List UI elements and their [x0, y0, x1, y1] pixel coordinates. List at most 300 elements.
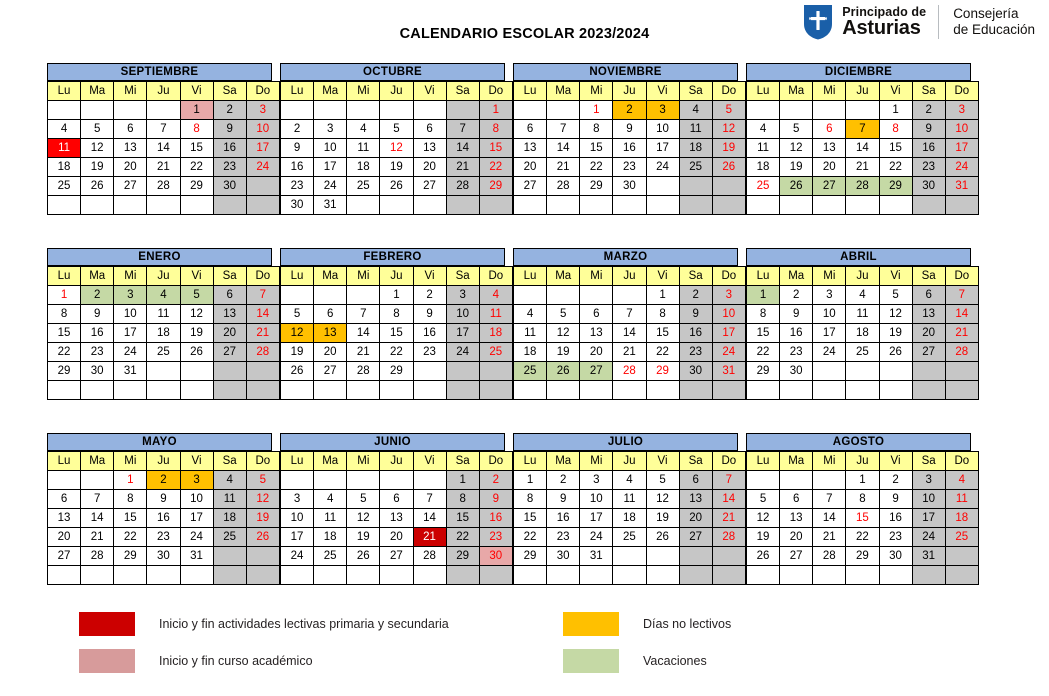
day-cell[interactable]: 8: [446, 490, 479, 509]
day-cell[interactable]: 7: [846, 120, 879, 139]
day-cell[interactable]: 19: [712, 139, 745, 158]
day-cell[interactable]: 29: [380, 362, 413, 381]
day-cell[interactable]: 3: [180, 471, 213, 490]
day-cell[interactable]: 24: [114, 343, 147, 362]
day-cell[interactable]: 9: [679, 305, 712, 324]
day-cell[interactable]: 3: [712, 286, 745, 305]
day-cell[interactable]: 2: [679, 286, 712, 305]
day-cell[interactable]: 1: [380, 286, 413, 305]
day-cell[interactable]: 22: [879, 158, 912, 177]
day-cell[interactable]: 22: [180, 158, 213, 177]
day-cell[interactable]: 24: [646, 158, 679, 177]
day-cell[interactable]: 16: [780, 324, 813, 343]
day-cell[interactable]: 23: [81, 343, 114, 362]
day-cell[interactable]: 2: [413, 286, 446, 305]
day-cell[interactable]: 6: [780, 490, 813, 509]
day-cell[interactable]: 16: [479, 509, 512, 528]
day-cell[interactable]: 23: [213, 158, 246, 177]
day-cell[interactable]: 27: [380, 547, 413, 566]
day-cell[interactable]: 6: [114, 120, 147, 139]
day-cell[interactable]: 1: [646, 286, 679, 305]
day-cell[interactable]: 21: [547, 158, 580, 177]
day-cell[interactable]: 18: [945, 509, 978, 528]
day-cell[interactable]: 1: [446, 471, 479, 490]
day-cell[interactable]: 20: [48, 528, 81, 547]
day-cell[interactable]: 10: [114, 305, 147, 324]
day-cell[interactable]: 2: [147, 471, 180, 490]
day-cell[interactable]: 4: [314, 490, 347, 509]
day-cell[interactable]: 28: [613, 362, 646, 381]
day-cell[interactable]: 25: [846, 343, 879, 362]
day-cell[interactable]: 30: [479, 547, 512, 566]
day-cell[interactable]: 6: [413, 120, 446, 139]
day-cell[interactable]: 15: [180, 139, 213, 158]
day-cell[interactable]: 3: [912, 471, 945, 490]
day-cell[interactable]: 8: [514, 490, 547, 509]
day-cell[interactable]: 16: [147, 509, 180, 528]
day-cell[interactable]: 27: [314, 362, 347, 381]
day-cell[interactable]: 1: [879, 101, 912, 120]
day-cell[interactable]: 2: [613, 101, 646, 120]
day-cell[interactable]: 20: [679, 509, 712, 528]
day-cell[interactable]: 27: [413, 177, 446, 196]
day-cell[interactable]: 13: [514, 139, 547, 158]
day-cell[interactable]: 8: [747, 305, 780, 324]
day-cell[interactable]: 31: [945, 177, 978, 196]
day-cell[interactable]: 4: [347, 120, 380, 139]
day-cell[interactable]: 17: [314, 158, 347, 177]
day-cell[interactable]: 15: [479, 139, 512, 158]
day-cell[interactable]: 17: [646, 139, 679, 158]
day-cell[interactable]: 15: [114, 509, 147, 528]
day-cell[interactable]: 18: [747, 158, 780, 177]
day-cell[interactable]: 19: [180, 324, 213, 343]
day-cell[interactable]: 5: [81, 120, 114, 139]
day-cell[interactable]: 11: [846, 305, 879, 324]
day-cell[interactable]: 25: [347, 177, 380, 196]
day-cell[interactable]: 19: [246, 509, 279, 528]
day-cell[interactable]: 14: [147, 139, 180, 158]
day-cell[interactable]: 6: [679, 471, 712, 490]
day-cell[interactable]: 5: [246, 471, 279, 490]
day-cell[interactable]: 21: [613, 343, 646, 362]
day-cell[interactable]: 2: [879, 471, 912, 490]
day-cell[interactable]: 11: [945, 490, 978, 509]
day-cell[interactable]: 25: [945, 528, 978, 547]
day-cell[interactable]: 23: [879, 528, 912, 547]
day-cell[interactable]: 15: [48, 324, 81, 343]
day-cell[interactable]: 27: [580, 362, 613, 381]
day-cell[interactable]: 26: [879, 343, 912, 362]
day-cell[interactable]: 16: [281, 158, 314, 177]
day-cell[interactable]: 18: [213, 509, 246, 528]
day-cell[interactable]: 30: [613, 177, 646, 196]
day-cell[interactable]: 29: [580, 177, 613, 196]
day-cell[interactable]: 17: [114, 324, 147, 343]
day-cell[interactable]: 31: [912, 547, 945, 566]
day-cell[interactable]: 6: [380, 490, 413, 509]
day-cell[interactable]: 6: [514, 120, 547, 139]
day-cell[interactable]: 22: [479, 158, 512, 177]
day-cell[interactable]: 25: [479, 343, 512, 362]
day-cell[interactable]: 21: [446, 158, 479, 177]
day-cell[interactable]: 15: [580, 139, 613, 158]
day-cell[interactable]: 23: [912, 158, 945, 177]
day-cell[interactable]: 21: [413, 528, 446, 547]
day-cell[interactable]: 23: [679, 343, 712, 362]
day-cell[interactable]: 19: [547, 343, 580, 362]
day-cell[interactable]: 17: [180, 509, 213, 528]
day-cell[interactable]: 8: [180, 120, 213, 139]
day-cell[interactable]: 15: [747, 324, 780, 343]
day-cell[interactable]: 22: [114, 528, 147, 547]
day-cell[interactable]: 6: [813, 120, 846, 139]
day-cell[interactable]: 5: [180, 286, 213, 305]
day-cell[interactable]: 4: [613, 471, 646, 490]
day-cell[interactable]: 22: [846, 528, 879, 547]
day-cell[interactable]: 10: [912, 490, 945, 509]
day-cell[interactable]: 15: [846, 509, 879, 528]
day-cell[interactable]: 11: [514, 324, 547, 343]
day-cell[interactable]: 3: [246, 101, 279, 120]
day-cell[interactable]: 12: [246, 490, 279, 509]
day-cell[interactable]: 25: [679, 158, 712, 177]
day-cell[interactable]: 29: [180, 177, 213, 196]
day-cell[interactable]: 6: [213, 286, 246, 305]
day-cell[interactable]: 4: [479, 286, 512, 305]
day-cell[interactable]: 23: [547, 528, 580, 547]
day-cell[interactable]: 21: [147, 158, 180, 177]
day-cell[interactable]: 20: [780, 528, 813, 547]
day-cell[interactable]: 10: [712, 305, 745, 324]
day-cell[interactable]: 24: [712, 343, 745, 362]
day-cell[interactable]: 31: [712, 362, 745, 381]
day-cell[interactable]: 27: [679, 528, 712, 547]
day-cell[interactable]: 19: [281, 343, 314, 362]
day-cell[interactable]: 31: [114, 362, 147, 381]
day-cell[interactable]: 8: [646, 305, 679, 324]
day-cell[interactable]: 10: [446, 305, 479, 324]
day-cell[interactable]: 15: [380, 324, 413, 343]
day-cell[interactable]: 8: [114, 490, 147, 509]
day-cell[interactable]: 6: [314, 305, 347, 324]
day-cell[interactable]: 13: [314, 324, 347, 343]
day-cell[interactable]: 12: [879, 305, 912, 324]
day-cell[interactable]: 18: [479, 324, 512, 343]
day-cell[interactable]: 23: [479, 528, 512, 547]
day-cell[interactable]: 3: [580, 471, 613, 490]
day-cell[interactable]: 4: [846, 286, 879, 305]
day-cell[interactable]: 6: [580, 305, 613, 324]
day-cell[interactable]: 10: [813, 305, 846, 324]
day-cell[interactable]: 18: [347, 158, 380, 177]
day-cell[interactable]: 13: [213, 305, 246, 324]
day-cell[interactable]: 2: [281, 120, 314, 139]
day-cell[interactable]: 29: [479, 177, 512, 196]
day-cell[interactable]: 28: [945, 343, 978, 362]
day-cell[interactable]: 23: [413, 343, 446, 362]
day-cell[interactable]: 26: [81, 177, 114, 196]
day-cell[interactable]: 20: [580, 343, 613, 362]
day-cell[interactable]: 5: [879, 286, 912, 305]
day-cell[interactable]: 14: [547, 139, 580, 158]
day-cell[interactable]: 23: [281, 177, 314, 196]
day-cell[interactable]: 26: [180, 343, 213, 362]
day-cell[interactable]: 31: [180, 547, 213, 566]
day-cell[interactable]: 16: [679, 324, 712, 343]
day-cell[interactable]: 4: [747, 120, 780, 139]
day-cell[interactable]: 26: [547, 362, 580, 381]
day-cell[interactable]: 27: [514, 177, 547, 196]
day-cell[interactable]: 3: [813, 286, 846, 305]
day-cell[interactable]: 11: [213, 490, 246, 509]
day-cell[interactable]: 10: [246, 120, 279, 139]
day-cell[interactable]: 2: [547, 471, 580, 490]
day-cell[interactable]: 17: [945, 139, 978, 158]
day-cell[interactable]: 7: [712, 471, 745, 490]
day-cell[interactable]: 14: [246, 305, 279, 324]
day-cell[interactable]: 13: [48, 509, 81, 528]
day-cell[interactable]: 7: [147, 120, 180, 139]
day-cell[interactable]: 13: [912, 305, 945, 324]
day-cell[interactable]: 17: [446, 324, 479, 343]
day-cell[interactable]: 18: [846, 324, 879, 343]
day-cell[interactable]: 17: [912, 509, 945, 528]
day-cell[interactable]: 30: [547, 547, 580, 566]
day-cell[interactable]: 18: [48, 158, 81, 177]
day-cell[interactable]: 16: [413, 324, 446, 343]
day-cell[interactable]: 7: [813, 490, 846, 509]
day-cell[interactable]: 27: [213, 343, 246, 362]
day-cell[interactable]: 28: [246, 343, 279, 362]
day-cell[interactable]: 12: [712, 120, 745, 139]
day-cell[interactable]: 1: [747, 286, 780, 305]
day-cell[interactable]: 9: [613, 120, 646, 139]
day-cell[interactable]: 12: [180, 305, 213, 324]
day-cell[interactable]: 13: [413, 139, 446, 158]
day-cell[interactable]: 1: [846, 471, 879, 490]
day-cell[interactable]: 15: [514, 509, 547, 528]
day-cell[interactable]: 20: [413, 158, 446, 177]
day-cell[interactable]: 23: [613, 158, 646, 177]
day-cell[interactable]: 17: [246, 139, 279, 158]
day-cell[interactable]: 5: [347, 490, 380, 509]
day-cell[interactable]: 30: [879, 547, 912, 566]
day-cell[interactable]: 10: [945, 120, 978, 139]
day-cell[interactable]: 13: [380, 509, 413, 528]
day-cell[interactable]: 21: [712, 509, 745, 528]
day-cell[interactable]: 16: [213, 139, 246, 158]
day-cell[interactable]: 30: [679, 362, 712, 381]
day-cell[interactable]: 1: [479, 101, 512, 120]
day-cell[interactable]: 26: [747, 547, 780, 566]
day-cell[interactable]: 10: [314, 139, 347, 158]
day-cell[interactable]: 27: [780, 547, 813, 566]
day-cell[interactable]: 12: [646, 490, 679, 509]
day-cell[interactable]: 20: [314, 343, 347, 362]
day-cell[interactable]: 9: [479, 490, 512, 509]
day-cell[interactable]: 29: [747, 362, 780, 381]
day-cell[interactable]: 2: [780, 286, 813, 305]
day-cell[interactable]: 18: [314, 528, 347, 547]
day-cell[interactable]: 18: [679, 139, 712, 158]
day-cell[interactable]: 3: [281, 490, 314, 509]
day-cell[interactable]: 25: [747, 177, 780, 196]
day-cell[interactable]: 4: [48, 120, 81, 139]
day-cell[interactable]: 9: [81, 305, 114, 324]
day-cell[interactable]: 22: [514, 528, 547, 547]
day-cell[interactable]: 14: [813, 509, 846, 528]
day-cell[interactable]: 20: [213, 324, 246, 343]
day-cell[interactable]: 3: [114, 286, 147, 305]
day-cell[interactable]: 7: [81, 490, 114, 509]
day-cell[interactable]: 3: [446, 286, 479, 305]
day-cell[interactable]: 7: [613, 305, 646, 324]
day-cell[interactable]: 22: [380, 343, 413, 362]
day-cell[interactable]: 25: [514, 362, 547, 381]
day-cell[interactable]: 5: [547, 305, 580, 324]
day-cell[interactable]: 2: [479, 471, 512, 490]
day-cell[interactable]: 19: [81, 158, 114, 177]
day-cell[interactable]: 9: [780, 305, 813, 324]
day-cell[interactable]: 15: [879, 139, 912, 158]
day-cell[interactable]: 28: [147, 177, 180, 196]
day-cell[interactable]: 16: [613, 139, 646, 158]
day-cell[interactable]: 10: [580, 490, 613, 509]
day-cell[interactable]: 8: [479, 120, 512, 139]
day-cell[interactable]: 28: [413, 547, 446, 566]
day-cell[interactable]: 1: [114, 471, 147, 490]
day-cell[interactable]: 16: [547, 509, 580, 528]
day-cell[interactable]: 12: [380, 139, 413, 158]
day-cell[interactable]: 11: [747, 139, 780, 158]
day-cell[interactable]: 19: [747, 528, 780, 547]
day-cell[interactable]: 29: [514, 547, 547, 566]
day-cell[interactable]: 17: [813, 324, 846, 343]
day-cell[interactable]: 26: [780, 177, 813, 196]
day-cell[interactable]: 8: [846, 490, 879, 509]
day-cell[interactable]: 24: [246, 158, 279, 177]
day-cell[interactable]: 13: [114, 139, 147, 158]
day-cell[interactable]: 12: [747, 509, 780, 528]
day-cell[interactable]: 10: [180, 490, 213, 509]
day-cell[interactable]: 30: [912, 177, 945, 196]
day-cell[interactable]: 24: [813, 343, 846, 362]
day-cell[interactable]: 10: [281, 509, 314, 528]
day-cell[interactable]: 7: [446, 120, 479, 139]
day-cell[interactable]: 26: [281, 362, 314, 381]
day-cell[interactable]: 22: [580, 158, 613, 177]
day-cell[interactable]: 2: [213, 101, 246, 120]
day-cell[interactable]: 21: [945, 324, 978, 343]
day-cell[interactable]: 20: [912, 324, 945, 343]
day-cell[interactable]: 29: [446, 547, 479, 566]
day-cell[interactable]: 30: [213, 177, 246, 196]
day-cell[interactable]: 30: [281, 196, 314, 215]
day-cell[interactable]: 24: [945, 158, 978, 177]
day-cell[interactable]: 29: [48, 362, 81, 381]
day-cell[interactable]: 14: [712, 490, 745, 509]
day-cell[interactable]: 4: [945, 471, 978, 490]
day-cell[interactable]: 13: [580, 324, 613, 343]
day-cell[interactable]: 6: [912, 286, 945, 305]
day-cell[interactable]: 19: [347, 528, 380, 547]
day-cell[interactable]: 22: [747, 343, 780, 362]
day-cell[interactable]: 1: [580, 101, 613, 120]
day-cell[interactable]: 24: [912, 528, 945, 547]
day-cell[interactable]: 9: [281, 139, 314, 158]
day-cell[interactable]: 10: [646, 120, 679, 139]
day-cell[interactable]: 26: [712, 158, 745, 177]
day-cell[interactable]: 17: [281, 528, 314, 547]
day-cell[interactable]: 15: [446, 509, 479, 528]
day-cell[interactable]: 28: [712, 528, 745, 547]
day-cell[interactable]: 28: [547, 177, 580, 196]
day-cell[interactable]: 28: [846, 177, 879, 196]
day-cell[interactable]: 11: [147, 305, 180, 324]
day-cell[interactable]: 21: [246, 324, 279, 343]
day-cell[interactable]: 12: [81, 139, 114, 158]
day-cell[interactable]: 25: [314, 547, 347, 566]
day-cell[interactable]: 14: [446, 139, 479, 158]
day-cell[interactable]: 29: [646, 362, 679, 381]
day-cell[interactable]: 7: [246, 286, 279, 305]
day-cell[interactable]: 4: [679, 101, 712, 120]
day-cell[interactable]: 9: [879, 490, 912, 509]
day-cell[interactable]: 25: [48, 177, 81, 196]
day-cell[interactable]: 26: [347, 547, 380, 566]
day-cell[interactable]: 24: [446, 343, 479, 362]
day-cell[interactable]: 8: [48, 305, 81, 324]
day-cell[interactable]: 11: [479, 305, 512, 324]
day-cell[interactable]: 8: [580, 120, 613, 139]
day-cell[interactable]: 12: [281, 324, 314, 343]
day-cell[interactable]: 18: [147, 324, 180, 343]
day-cell[interactable]: 18: [613, 509, 646, 528]
day-cell[interactable]: 7: [945, 286, 978, 305]
day-cell[interactable]: 26: [646, 528, 679, 547]
day-cell[interactable]: 14: [613, 324, 646, 343]
day-cell[interactable]: 29: [846, 547, 879, 566]
day-cell[interactable]: 26: [246, 528, 279, 547]
day-cell[interactable]: 11: [48, 139, 81, 158]
day-cell[interactable]: 28: [446, 177, 479, 196]
day-cell[interactable]: 11: [347, 139, 380, 158]
day-cell[interactable]: 16: [81, 324, 114, 343]
day-cell[interactable]: 2: [912, 101, 945, 120]
day-cell[interactable]: 30: [780, 362, 813, 381]
day-cell[interactable]: 14: [81, 509, 114, 528]
day-cell[interactable]: 21: [813, 528, 846, 547]
day-cell[interactable]: 13: [813, 139, 846, 158]
day-cell[interactable]: 21: [846, 158, 879, 177]
day-cell[interactable]: 28: [813, 547, 846, 566]
day-cell[interactable]: 27: [48, 547, 81, 566]
day-cell[interactable]: 12: [347, 509, 380, 528]
day-cell[interactable]: 27: [912, 343, 945, 362]
day-cell[interactable]: 16: [879, 509, 912, 528]
day-cell[interactable]: 1: [48, 286, 81, 305]
day-cell[interactable]: 27: [813, 177, 846, 196]
day-cell[interactable]: 7: [413, 490, 446, 509]
day-cell[interactable]: 30: [81, 362, 114, 381]
day-cell[interactable]: 24: [180, 528, 213, 547]
day-cell[interactable]: 11: [679, 120, 712, 139]
day-cell[interactable]: 22: [646, 343, 679, 362]
day-cell[interactable]: 8: [879, 120, 912, 139]
day-cell[interactable]: 6: [48, 490, 81, 509]
day-cell[interactable]: 2: [81, 286, 114, 305]
